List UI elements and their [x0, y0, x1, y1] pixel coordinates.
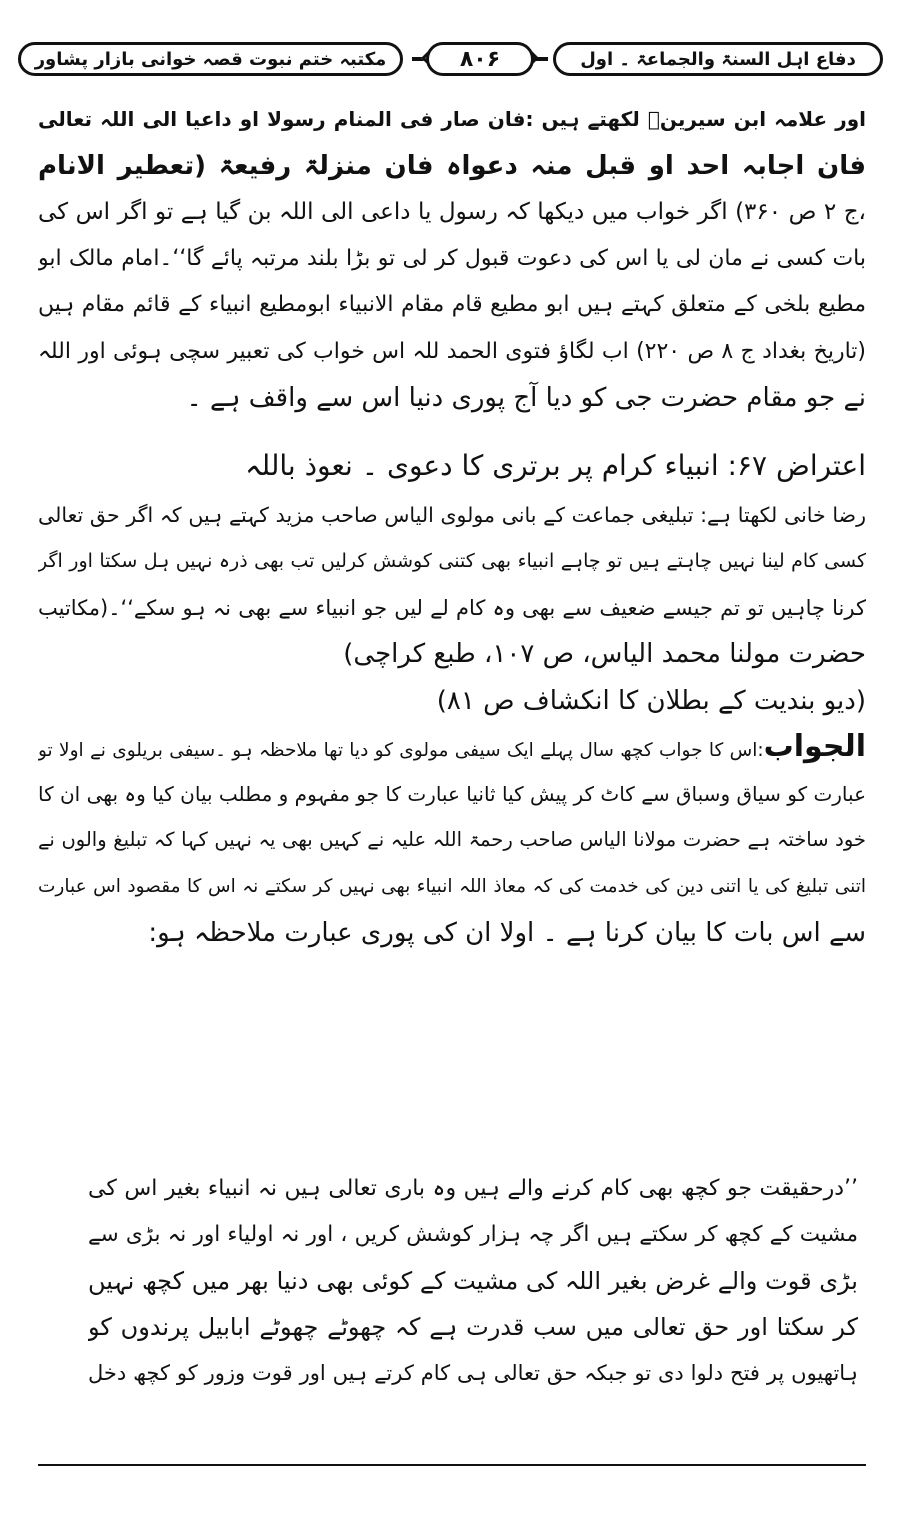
- quote-line: بڑی قوت والے غرض بغیر اللہ کی مشیت کے کوئی بھی دنیا بھر میں کچھ نہیں: [88, 1267, 858, 1295]
- objection-heading: اعتراض ۶۷: انبیاء کرام پر برتری کا دعوی ۔ نعوذ باللہ: [245, 448, 866, 482]
- body-line: سے اس بات کا بیان کرنا ہے ۔ اولا ان کی پوری عبارت ملاحظہ ہو:: [148, 918, 866, 948]
- page-header: [18, 38, 883, 84]
- publisher-title: مکتبہ ختم نبوت قصہ خوانی بازار پشاور: [18, 42, 403, 76]
- quote-line: ’’درحقیقت جو کچھ بھی کام کرنے والے ہیں وہ باری تعالی ہیں نہ انبیاء بغیر اس کی: [88, 1176, 858, 1201]
- body-line: عبارت کو سیاق وسباق سے کاٹ کر پیش کیا ثانیا عبارت کا جو مفہوم و مطلب بیان کیا وہ بھی ان کا: [38, 781, 866, 806]
- body-line: مطیع بلخی کے متعلق کہتے ہیں ابو مطیع قام مقام الانبیاء ابومطیع انبیاء کے قائم مقام ہیں: [38, 292, 866, 317]
- page-content: [38, 96, 866, 957]
- quote-line: ہاتھیوں پر فتح دلوا دی تو جبکہ حق تعالی ہی کام کرتے ہیں اور قوت وزور کو کچھ دخل: [88, 1361, 858, 1385]
- book-title: دفاع اہل السنۃ والجماعۃ ۔ اول: [553, 42, 883, 76]
- body-line: حضرت مولنا محمد الیاس، ص ۱۰۷، طبع کراچی): [343, 639, 866, 669]
- body-line: کرنا چاہیں تو تم جیسے ضعیف سے بھی وہ کام لے لیں جو انبیاء سے بھی نہ ہو سکے‘‘۔(مکاتیب: [38, 595, 866, 620]
- page-number: ۸۰۶: [426, 42, 534, 76]
- body-line: فان اجابہ احد او قبل منہ دعواہ فان منزلۃ رفیعۃ (تعطیر الانام: [38, 150, 866, 181]
- body-line: بات کسی نے مان لی یا اس کی دعوت قبول کر لی تو بڑا بلند مرتبہ پائے گا‘‘۔امام مالک ابو: [38, 245, 866, 271]
- body-line: ،ج ۲ ص ۳۶۰) اگر خواب میں دیکھا کہ رسول یا داعی الی اللہ بن گیا ہے تو اگر اس کی: [38, 199, 866, 225]
- answer-first-line: [38, 724, 866, 771]
- block-quote: [88, 1166, 858, 1396]
- ornament-bar-right: [532, 57, 548, 61]
- body-line: کسی کام لینا نہیں چاہتے ہیں تو چاہے انبیاء بھی کتنی کوشش کرلیں تب بھی ذرہ نہیں ہل سکتا اور اگر: [38, 550, 866, 572]
- body-line: (تاریخ بغداد ج ۸ ص ۲۲۰) اب لگاؤ فتوی الحمد للہ اس خواب کی تعبیر سچی ہوئی اور اللہ: [38, 338, 866, 364]
- quote-line: مشیت کے کچھ کر سکتے ہیں اگر چہ ہزار کوشش کریں ، اور نہ اولیاء اور نہ بڑی سے: [88, 1222, 858, 1247]
- body-line: اور علامہ ابن سیرینؒ لکھتے ہیں :فان صار فی المنام رسولا او داعیا الی اللہ تعالی: [38, 107, 866, 131]
- body-line: رضا خانی لکھتا ہے: تبلیغی جماعت کے بانی مولوی الیاس صاحب مزید کہتے ہیں کہ اگر حق تعالی: [38, 502, 866, 527]
- page-number-badge: [410, 38, 550, 80]
- quote-line: کر سکتا اور حق تعالی میں سب قدرت ہے کہ چھوٹے چھوٹے ابابیل پرندوں کو: [88, 1313, 858, 1341]
- body-line: اتنی تبلیغ کی یا اتنی دین کی خدمت کی کہ معاذ اللہ انبیاء بھی نہیں کر سکتے نہ اس کا مقصود اس عبارت: [38, 875, 866, 897]
- footer-rule: [38, 1464, 866, 1466]
- answer-label: الجواب: [763, 729, 866, 764]
- body-line: نے جو مقام حضرت جی کو دیا آج پوری دنیا اس سے واقف ہے ۔: [186, 383, 866, 413]
- body-line: خود ساختہ ہے حضرت مولانا الیاس صاحب رحمۃ اللہ علیہ نے کہیں بھی یہ نہیں کہا کہ تبلیغ والوں نے: [38, 828, 866, 851]
- answer-intro: :اس کا جواب کچھ سال پہلے ایک سیفی مولوی کو دیا تھا ملاحظہ ہو ۔سیفی بریلوی نے اولا تو: [38, 740, 764, 761]
- citation-line: (دیو بندیت کے بطلان کا انکشاف ص ۸۱): [436, 685, 866, 716]
